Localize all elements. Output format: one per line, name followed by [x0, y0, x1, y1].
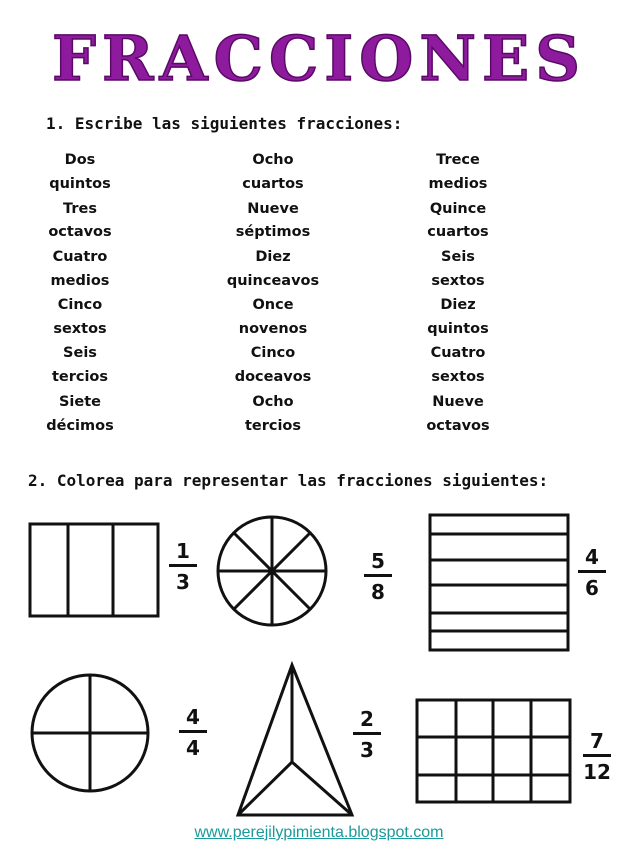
- fraction-bar: [583, 754, 611, 757]
- rectangle-3-columns-shape: [30, 524, 158, 616]
- fraction-word: sextos: [53, 321, 107, 337]
- fraction-word: medios: [50, 273, 110, 289]
- fraction-word: Seis: [63, 345, 97, 361]
- fraction-word: Ocho: [252, 152, 294, 168]
- numerator: 4: [585, 545, 599, 569]
- denominator: 12: [583, 760, 611, 784]
- fraction-bar: [578, 570, 606, 573]
- fraction-word: quintos: [427, 321, 489, 337]
- fraction-label: [173, 706, 213, 759]
- fraction-word: Cinco: [250, 345, 296, 361]
- numerator: 5: [371, 549, 385, 573]
- fraction-bar: [353, 732, 381, 735]
- fraction-word: novenos: [238, 321, 308, 337]
- fraction-word: octavos: [48, 224, 112, 240]
- numerator: 1: [176, 539, 190, 563]
- fraction-word: décimos: [46, 418, 114, 434]
- fraction-word: quinceavos: [226, 273, 320, 289]
- fraction-word: quintos: [49, 176, 111, 192]
- grid-12-cells-shape: [417, 700, 570, 802]
- fraction-word: Nueve: [247, 201, 299, 217]
- fraction-word: Nueve: [432, 394, 484, 410]
- denominator: 3: [360, 738, 374, 762]
- fraction-word: Diez: [255, 249, 291, 265]
- fraction-word: tercios: [51, 369, 109, 385]
- section-2-heading: 2. Colorea para representar las fracciones siguientes:: [28, 471, 549, 490]
- fraction-label: [577, 730, 617, 783]
- fraction-word: Diez: [440, 297, 476, 313]
- fraction-word: Seis: [441, 249, 475, 265]
- fraction-word: octavos: [426, 418, 490, 434]
- fraction-word: medios: [428, 176, 488, 192]
- fraction-label: [347, 708, 387, 761]
- fraction-word: sextos: [431, 369, 485, 385]
- fraction-word: Dos: [64, 152, 96, 168]
- denominator: 3: [176, 570, 190, 594]
- blog-link[interactable]: www.perejilypimienta.blogspot.com: [194, 824, 444, 841]
- denominator: 4: [186, 736, 200, 760]
- section-1-heading: 1. Escribe las siguientes fracciones:: [46, 114, 403, 133]
- fraction-label: [358, 550, 398, 603]
- worksheet-title: FRACCIONES: [51, 22, 587, 95]
- fraction-label: [572, 546, 612, 599]
- fraction-label: [163, 540, 203, 593]
- denominator: 6: [585, 576, 599, 600]
- fraction-word: sextos: [431, 273, 485, 289]
- fraction-word: Cuatro: [430, 345, 486, 361]
- fraction-word: Tres: [63, 201, 97, 217]
- fraction-word: Siete: [58, 394, 101, 410]
- circle-4-quarters-shape: [32, 675, 148, 791]
- circle-8-sectors-shape: [218, 517, 326, 625]
- fraction-word: Cinco: [57, 297, 103, 313]
- fraction-word: Cuatro: [52, 249, 108, 265]
- fraction-word: doceavos: [234, 369, 312, 385]
- fraction-bar: [169, 564, 197, 567]
- fraction-bar: [364, 574, 392, 577]
- fraction-word: cuartos: [427, 224, 489, 240]
- triangle-3-parts-shape: [238, 665, 352, 815]
- numerator: 2: [360, 707, 374, 731]
- fraction-bar: [179, 730, 207, 733]
- fraction-word: cuartos: [242, 176, 304, 192]
- fraction-word: Once: [252, 297, 294, 313]
- fraction-word: Ocho: [252, 394, 294, 410]
- denominator: 8: [371, 580, 385, 604]
- numerator: 7: [590, 729, 604, 753]
- numerator: 4: [186, 705, 200, 729]
- fraction-word: séptimos: [235, 224, 311, 240]
- fraction-word: tercios: [244, 418, 302, 434]
- fraction-word: Trece: [436, 152, 480, 168]
- fraction-word: Quince: [429, 201, 487, 217]
- rectangle-6-rows-shape: [430, 515, 568, 650]
